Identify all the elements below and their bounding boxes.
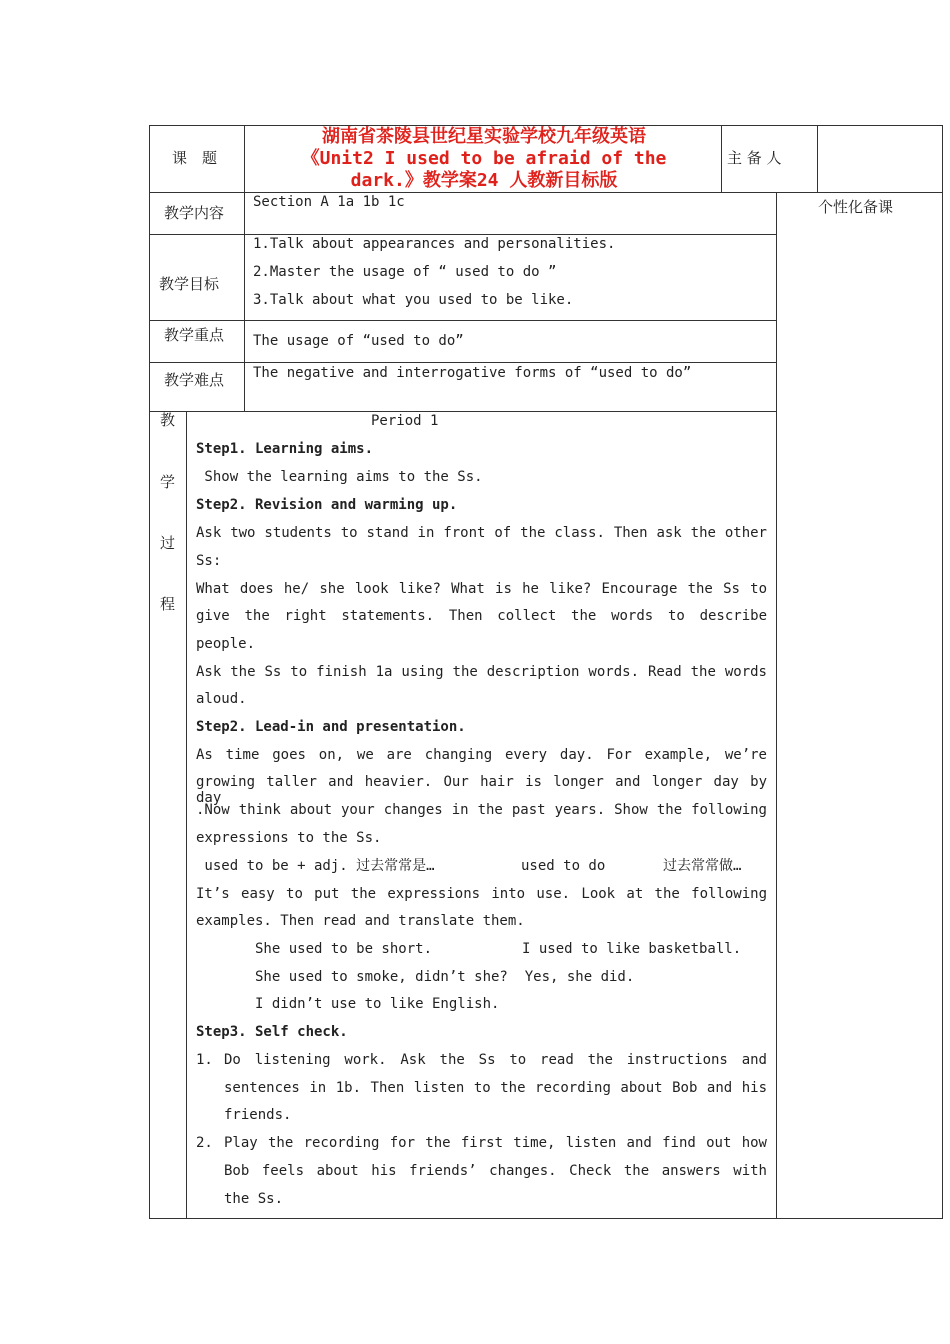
- step2-paragraph-line: Ask two students to stand in front of the class. Then ask the other: [196, 525, 767, 541]
- key-point-label: 教学重点: [164, 326, 225, 344]
- list-item-line: Do listening work. Ask the Ss to read the instructions and: [224, 1052, 767, 1068]
- table-border-left: [149, 125, 150, 1219]
- step2b-paragraph-line: examples. Then read and translate them.: [196, 913, 525, 929]
- content-label: 教学内容: [164, 204, 225, 222]
- expression-used-to-do-meaning: 过去常常做…: [663, 858, 742, 874]
- step2b-paragraph-line: It’s easy to put the expressions into use. Look at the following: [196, 886, 767, 902]
- process-label-char: 程: [160, 595, 176, 613]
- step2b-title: Step2. Lead-in and presentation.: [196, 719, 466, 735]
- process-label-char: 学: [160, 473, 176, 491]
- process-label-char: 过: [160, 534, 176, 552]
- table-line-personal-col: [776, 192, 777, 1219]
- document-title-line1: 湖南省茶陵县世纪星实验学校九年级英语: [322, 126, 646, 147]
- key-point-value: The usage of “used to do”: [253, 333, 464, 349]
- example-sentence: She used to smoke, didn’t she? Yes, she did.: [255, 969, 635, 985]
- content-value: Section A 1a 1b 1c: [253, 194, 405, 210]
- example-sentence: She used to be short.: [255, 941, 433, 957]
- step1-title: Step1. Learning aims.: [196, 441, 374, 457]
- expression-used-to-do: used to do: [521, 858, 606, 874]
- period-heading: Period 1: [371, 413, 439, 429]
- goals-label: 教学目标: [159, 275, 220, 293]
- table-line-preparer-right: [817, 125, 818, 193]
- step2-paragraph-line: Ask the Ss to finish 1a using the description words. Read the words: [196, 664, 767, 680]
- step2b-paragraph-line: .Now think about your changes in the past years. Show the following: [196, 802, 767, 818]
- difficulty-value: The negative and interrogative forms of “used to do”: [253, 365, 692, 381]
- list-item-line: friends.: [224, 1107, 292, 1123]
- example-sentence: I didn’t use to like English.: [255, 996, 500, 1012]
- table-line-process-col: [186, 411, 187, 1219]
- document-title-line2: 《Unit2 I used to be afraid of the: [301, 148, 667, 169]
- table-line-label-col: [244, 125, 245, 412]
- subject-label: 课 题: [172, 149, 218, 167]
- list-item-line: sentences in 1b. Then listen to the recording about Bob and his: [224, 1080, 767, 1096]
- personal-prep-label: 个性化备课: [818, 198, 894, 216]
- step2b-paragraph-line: As time goes on, we are changing every day. For example, we’re: [196, 747, 767, 763]
- list-item-line: the Ss.: [224, 1191, 284, 1207]
- step2b-paragraph-line: expressions to the Ss.: [196, 830, 382, 846]
- step3-title: Step3. Self check.: [196, 1024, 348, 1040]
- step2-paragraph-line: give the right statements. Then collect the words to describe: [196, 608, 767, 624]
- table-border-right: [942, 125, 943, 1219]
- table-border-bottom: [149, 1218, 943, 1219]
- example-sentence: I used to like basketball.: [522, 941, 742, 957]
- step1-text: Show the learning aims to the Ss.: [196, 469, 483, 485]
- preparer-label: 主 备 人: [727, 149, 782, 167]
- goal-item: 2.Master the usage of “ used to do ”: [253, 264, 557, 280]
- list-item-line: Bob feels about his friends’ changes. Check the answers with: [224, 1163, 767, 1179]
- step2b-paragraph-line: growing taller and heavier. Our hair is longer and longer day by day: [196, 774, 767, 806]
- list-item-line: Play the recording for the first time, listen and find out how: [224, 1135, 767, 1151]
- table-line-row1: [149, 192, 943, 193]
- process-label-char: 教: [160, 411, 176, 429]
- document-title-line3: dark.》教学案24 人教新目标版: [350, 170, 618, 191]
- goal-item: 1.Talk about appearances and personalities.: [253, 236, 616, 252]
- step2-paragraph-line: Ss:: [196, 553, 222, 569]
- goal-item: 3.Talk about what you used to be like.: [253, 292, 574, 308]
- expression-used-to-be: used to be + adj. 过去常常是…: [196, 858, 435, 874]
- list-item-number: 1.: [196, 1052, 213, 1068]
- step2-paragraph-line: aloud.: [196, 691, 247, 707]
- step2-title: Step2. Revision and warming up.: [196, 497, 458, 513]
- step2-paragraph-line: people.: [196, 636, 256, 652]
- step2-paragraph-line: What does he/ she look like? What is he like? Encourage the Ss to: [196, 581, 767, 597]
- difficulty-label: 教学难点: [164, 371, 225, 389]
- list-item-number: 2.: [196, 1135, 213, 1151]
